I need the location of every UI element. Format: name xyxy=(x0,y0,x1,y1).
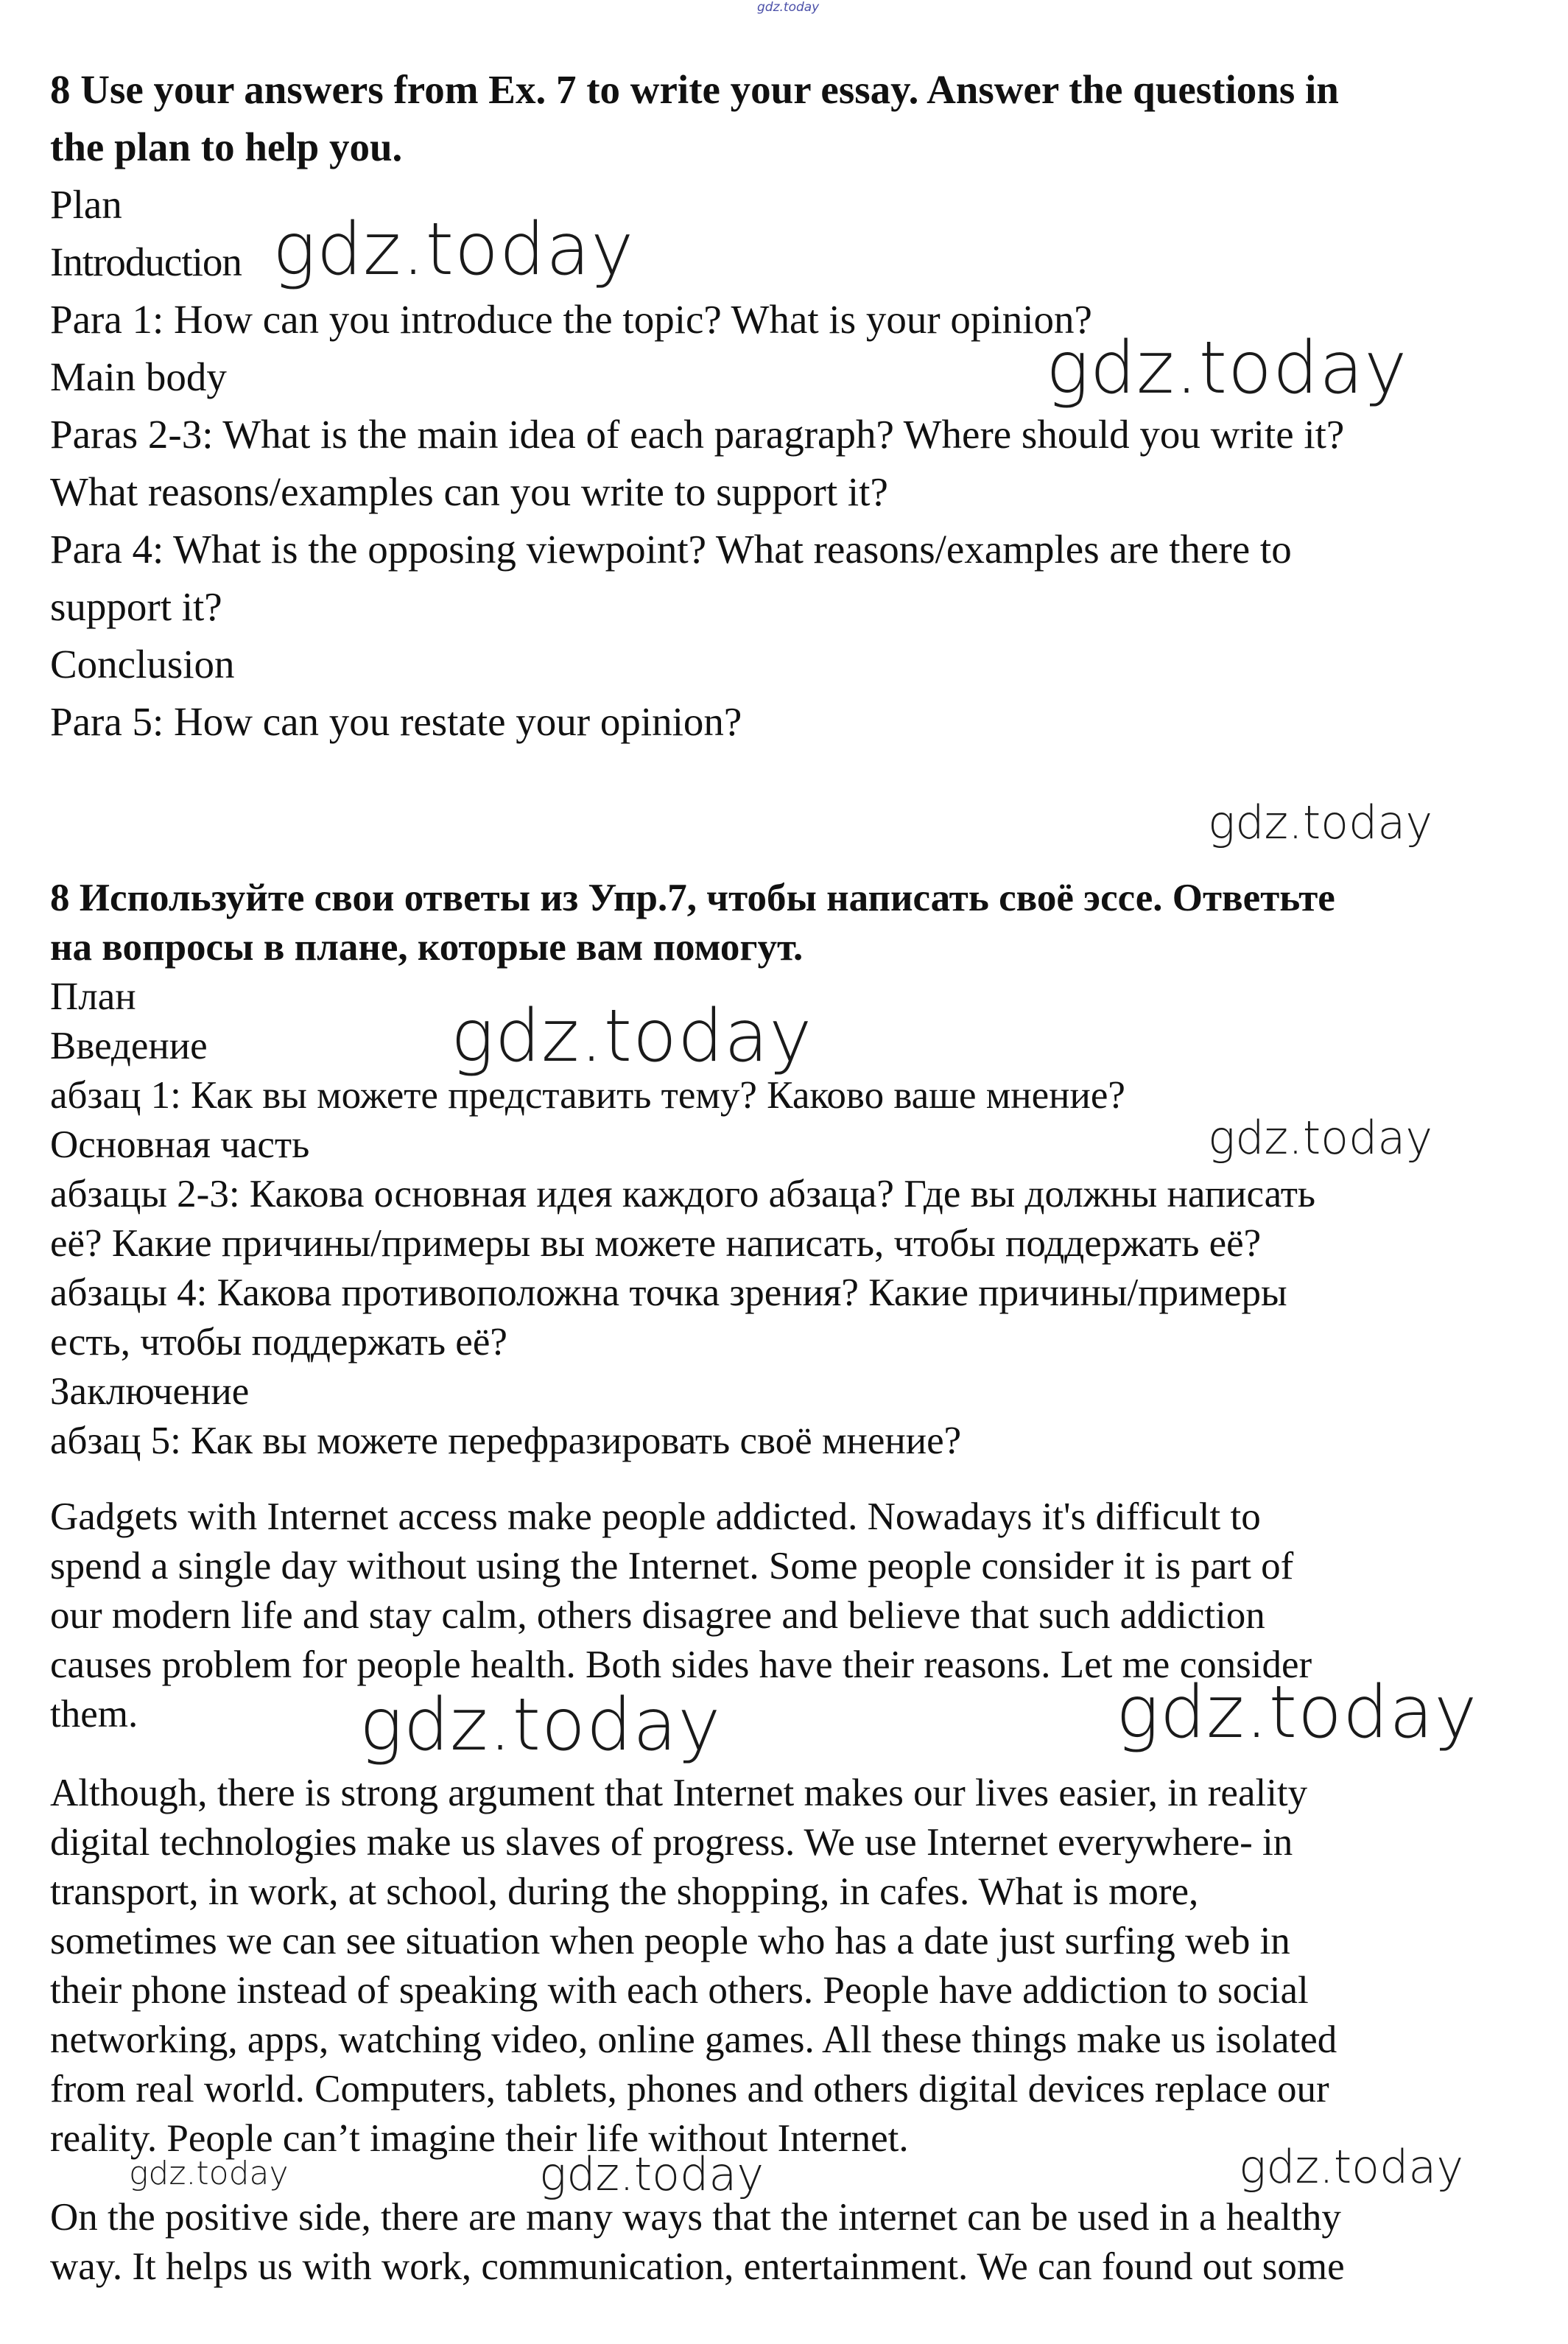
russian-paras-2-3-cont: её? Какие причины/примеры вы можете написать, чтобы поддержать её? xyxy=(50,1222,1262,1265)
russian-para-1: абзац 1: Как вы можете представить тему? Каково ваше мнение? xyxy=(50,1074,1125,1117)
watermark-10: gdz.today xyxy=(1239,2140,1464,2194)
watermark-7: gdz.today xyxy=(1116,1671,1478,1755)
watermark-2: gdz.today xyxy=(1046,326,1408,410)
english-paras-2-3-cont: What reasons/examples can you write to support it? xyxy=(50,469,888,514)
russian-para-5: абзац 5: Как вы можете перефразировать своё мнение? xyxy=(50,1420,962,1462)
english-paras-2-3: Paras 2-3: What is the main idea of each paragraph? Where should you write it? xyxy=(50,412,1345,457)
russian-heading-line-2: на вопросы в плане, которые вам помогут. xyxy=(50,926,804,969)
english-heading-line-1: 8 Use your answers from Ex. 7 to write your essay. Answer the questions in xyxy=(50,67,1339,112)
russian-para-4: абзацы 4: Какова противоположна точка зрения? Какие причины/примеры xyxy=(50,1271,1287,1314)
watermark-top: gdz.today xyxy=(757,0,820,15)
watermark-8: gdz.today xyxy=(129,2155,289,2192)
english-plan-label: Plan xyxy=(50,182,122,227)
watermark-4: gdz.today xyxy=(451,994,813,1078)
english-para-4: Para 4: What is the opposing viewpoint? What reasons/examples are there to xyxy=(50,527,1292,572)
watermark-1: gdz.today xyxy=(273,208,635,292)
russian-conclusion-label: Заключение xyxy=(50,1370,250,1413)
watermark-5: gdz.today xyxy=(1208,1111,1433,1165)
english-introduction-label: Introduction xyxy=(50,239,242,284)
english-para-1: Para 1: How can you introduce the topic? What is your opinion? xyxy=(50,297,1092,342)
russian-paras-2-3: абзацы 2-3: Какова основная идея каждого абзаца? Где вы должны написать xyxy=(50,1173,1316,1215)
essay-p1-line-2: spend a single day without using the Internet. Some people consider it is part of xyxy=(50,1545,1294,1587)
russian-plan-label: План xyxy=(50,975,136,1018)
essay-p1-line-1: Gadgets with Internet access make people addicted. Nowadays it's difficult to xyxy=(50,1495,1261,1538)
english-main-body-label: Main body xyxy=(50,354,227,399)
watermark-6: gdz.today xyxy=(359,1683,722,1767)
essay-p3-line-1: On the positive side, there are many ways that the internet can be used in a healthy xyxy=(50,2196,1341,2239)
essay-p3-line-2: way. It helps us with work, communication, entertainment. We can found out some xyxy=(50,2245,1345,2288)
essay-p2-line-6: networking, apps, watching video, online games. All these things make us isolated xyxy=(50,2018,1337,2061)
essay-p2-line-4: sometimes we can see situation when people who has a date just surfing web in xyxy=(50,1920,1290,1962)
english-conclusion-label: Conclusion xyxy=(50,642,235,687)
essay-p2-line-3: transport, in work, at school, during the shopping, in cafes. What is more, xyxy=(50,1870,1199,1913)
russian-introduction-label: Введение xyxy=(50,1025,208,1067)
essay-p1-line-3: our modern life and stay calm, others disagree and believe that such addiction xyxy=(50,1594,1265,1637)
russian-main-body-label: Основная часть xyxy=(50,1123,310,1166)
watermark-3: gdz.today xyxy=(1208,796,1433,849)
essay-p2-line-7: from real world. Computers, tablets, phones and others digital devices replace our xyxy=(50,2068,1329,2110)
essay-p2-line-1: Although, there is strong argument that Internet makes our lives easier, in reality xyxy=(50,1772,1308,1814)
essay-p2-line-8: reality. People can’t imagine their life without Internet. xyxy=(50,2117,909,2160)
russian-para-4-cont: есть, чтобы поддержать её? xyxy=(50,1321,507,1364)
essay-p1-line-5: them. xyxy=(50,1693,138,1736)
essay-p1-line-4: causes problem for people health. Both sides have their reasons. Let me consider xyxy=(50,1643,1312,1686)
english-heading-line-2: the plan to help you. xyxy=(50,124,403,169)
russian-heading-line-1: 8 Используйте свои ответы из Упр.7, чтобы написать своё эссе. Ответьте xyxy=(50,877,1335,919)
essay-p2-line-5: their phone instead of speaking with each others. People have addiction to social xyxy=(50,1969,1309,2012)
watermark-9: gdz.today xyxy=(539,2147,764,2201)
english-para-4-cont: support it? xyxy=(50,584,222,629)
essay-p2-line-2: digital technologies make us slaves of progress. We use Internet everywhere- in xyxy=(50,1821,1293,1864)
english-para-5: Para 5: How can you restate your opinion? xyxy=(50,699,742,744)
